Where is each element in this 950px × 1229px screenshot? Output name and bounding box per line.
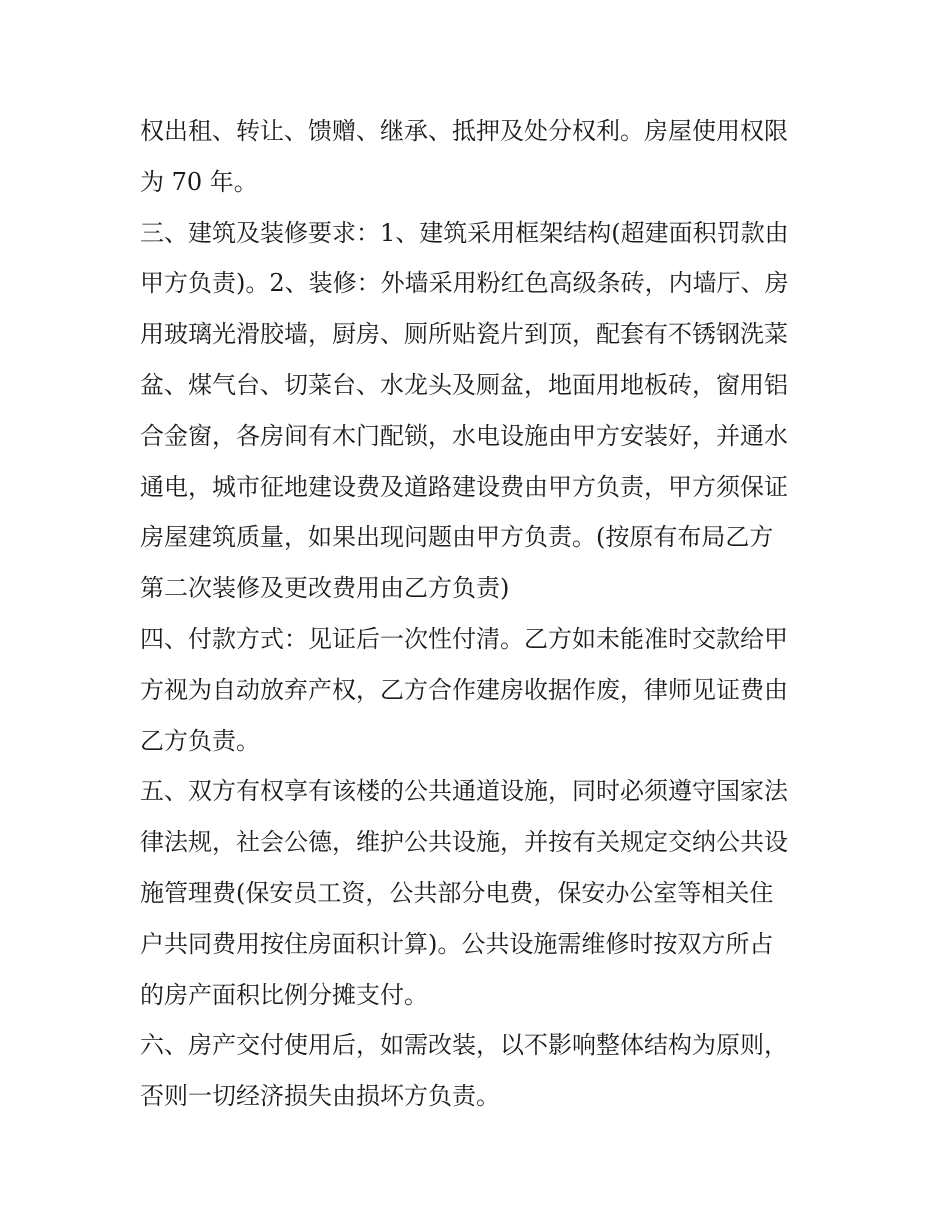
- text-line: 户共同费用按住房面积计算)。公共设施需维修时按双方所占: [140, 929, 774, 958]
- text-line: 合金窗，各房间有木门配锁，水电设施由甲方安装好，并通水: [140, 421, 788, 450]
- text-line: 甲方负责)。2、装修：外墙采用粉红色高级条砖，内墙厅、房: [140, 269, 789, 298]
- text-line: 律法规，社会公德，维护公共设施，并按有关规定交纳公共设: [140, 828, 788, 857]
- text-line: 盆、煤气台、切菜台、水龙头及厕盆，地面用地板砖，窗用铝: [140, 370, 788, 399]
- text-line: 为 70 年。: [140, 167, 258, 196]
- text-line: 方视为自动放弃产权，乙方合作建房收据作废，律师见证费由: [140, 675, 788, 704]
- text-line: 四、付款方式：见证后一次性付清。乙方如未能准时交款给甲: [140, 624, 788, 653]
- text-line: 施管理费(保安员工资，公共部分电费，保安办公室等相关住: [140, 878, 774, 907]
- text-line: 乙方负责。: [140, 726, 260, 755]
- text-line: 六、房产交付使用后，如需改装，以不影响整体结构为原则，: [140, 1031, 788, 1060]
- text-line: 三、建筑及装修要求：1、建筑采用框架结构(超建面积罚款由: [140, 218, 789, 247]
- text-line: 第二次装修及更改费用由乙方负责): [140, 574, 510, 603]
- text-line: 五、双方有权享有该楼的公共通道设施，同时必须遵守国家法: [140, 777, 788, 806]
- text-line: 房屋建筑质量，如果出现问题由甲方负责。(按原有布局乙方: [140, 523, 774, 552]
- document-body: [140, 106, 815, 1122]
- text-line: 用玻璃光滑胶墙，厨房、厕所贴瓷片到顶，配套有不锈钢洗菜: [140, 320, 788, 349]
- text-line: 否则一切经济损失由损坏方负责。: [140, 1082, 500, 1111]
- text-line: 权出租、转让、馈赠、继承、抵押及处分权利。房屋使用权限: [140, 117, 788, 145]
- text-line: 通电，城市征地建设费及道路建设费由甲方负责，甲方须保证: [140, 472, 788, 501]
- text-line: 的房产面积比例分摊支付。: [140, 980, 428, 1009]
